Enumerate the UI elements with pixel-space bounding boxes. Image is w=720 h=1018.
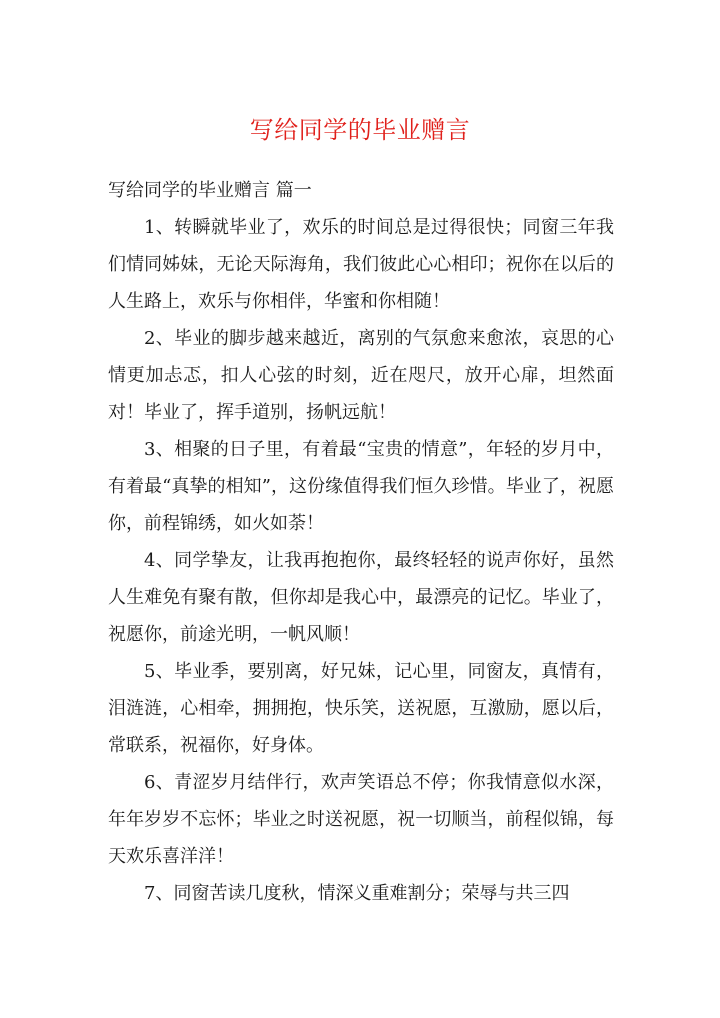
paragraph-7: 7、同窗苦读几度秋，情深义重难割分；荣辱与共三四 (144, 883, 570, 904)
paragraph-2: 2、毕业的脚步越来越近，离别的气氛愈来愈浓，哀思的心情更加忐忑，扣人心弦的时刻，近在咫尺，放开心扉，坦然面对！毕业了，挥手道别，扬帆远航！ (108, 328, 614, 423)
paragraph-6: 6、青涩岁月结伴行，欢声笑语总不停；你我情意似水深，年年岁岁不忘怀；毕业之时送祝愿，祝一切顺当，前程似锦，每天欢乐喜洋洋！ (108, 772, 614, 867)
paragraph-4: 4、同学挚友，让我再抱抱你，最终轻轻的说声你好，虽然人生难免有聚有散，但你却是我心中，最漂亮的记忆。毕业了，祝愿你，前途光明，一帆风顺！ (108, 550, 614, 645)
paragraph-3: 3、相聚的日子里，有着最“宝贵的情意”，年轻的岁月中，有着最“真挚的相知”，这份缘值得我们恒久珍惜。毕业了，祝愿你，前程锦绣，如火如荼！ (108, 439, 614, 534)
document-title: 写给同学的毕业赠言 (249, 116, 471, 144)
document-body (108, 172, 614, 912)
section-subtitle: 写给同学的毕业赠言 篇一 (108, 180, 312, 201)
paragraph-5: 5、毕业季，要别离，好兄妹，记心里，同窗友，真情有，泪涟涟，心相牵，拥拥抱，快乐笑，送祝愿，互激励，愿以后，常联系，祝福你，好身体。 (108, 661, 614, 756)
paragraph-1: 1、转瞬就毕业了，欢乐的时间总是过得很快；同窗三年我们情同姊妹，无论天际海角，我们彼此心心相印；祝你在以后的人生路上，欢乐与你相伴，华蜜和你相随！ (108, 217, 614, 312)
